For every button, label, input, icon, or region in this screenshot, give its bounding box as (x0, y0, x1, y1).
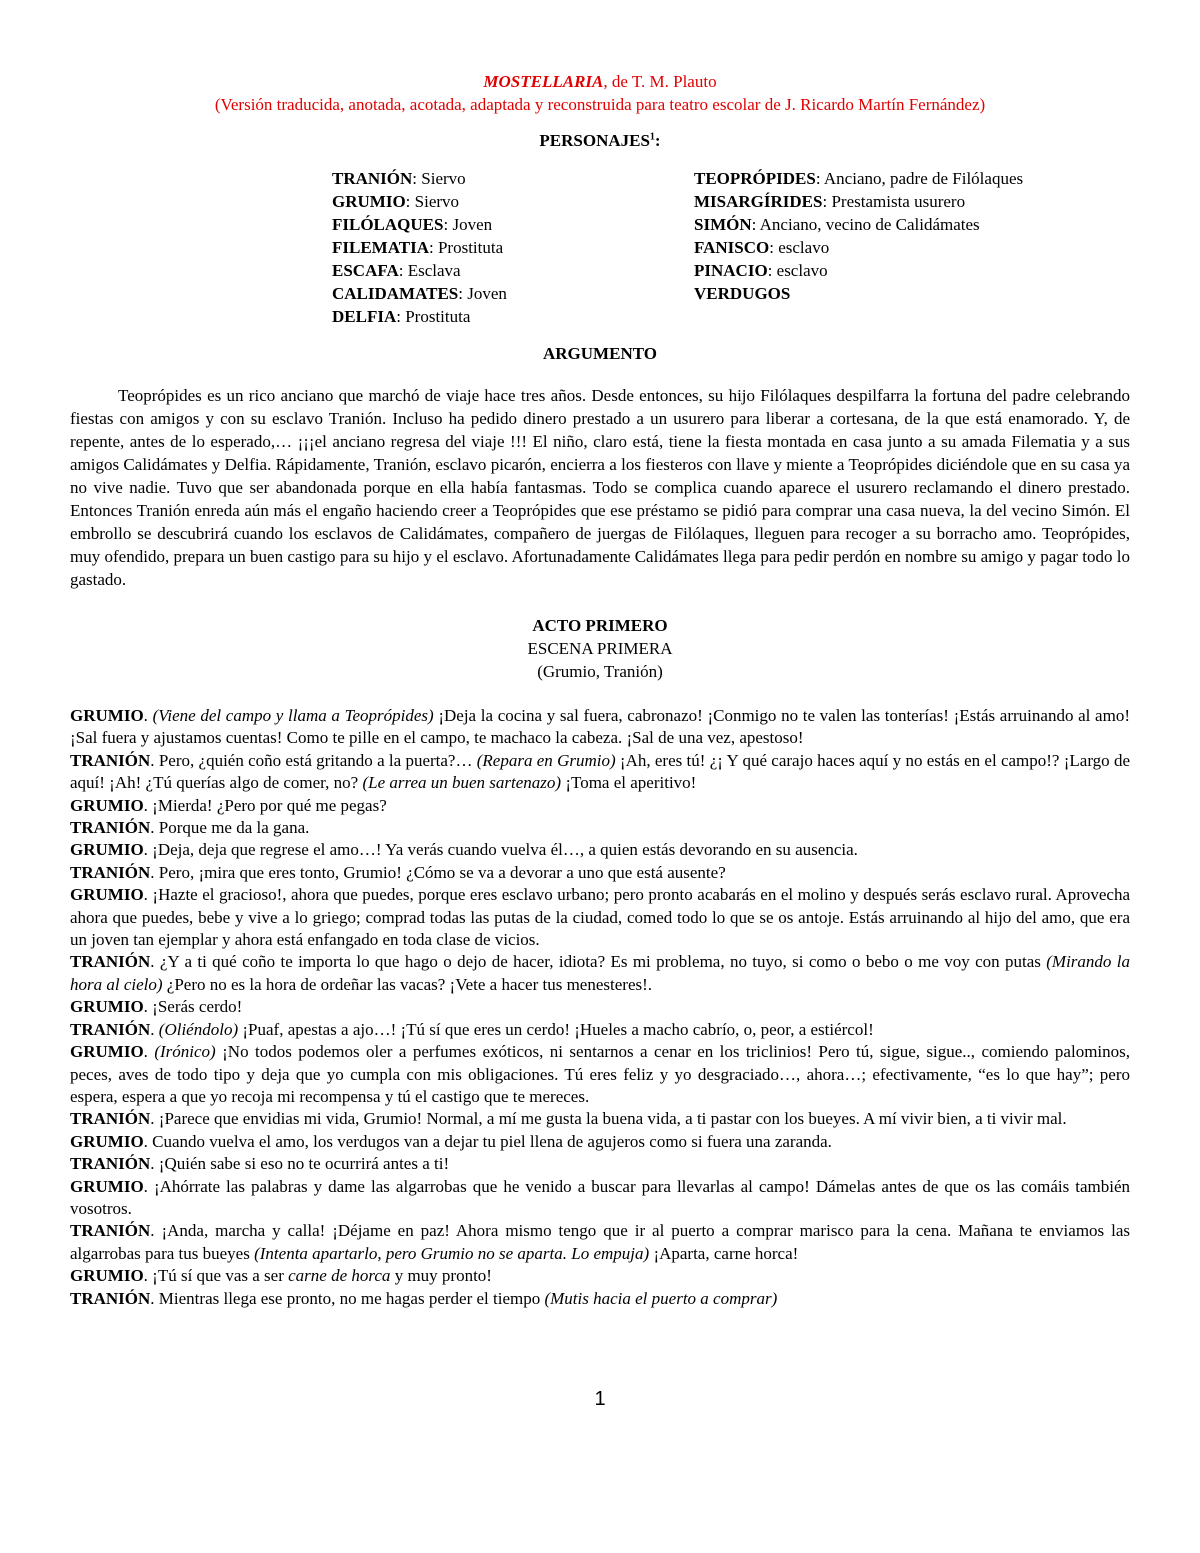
speaker-name: TRANIÓN (70, 750, 151, 770)
document-title (70, 70, 1130, 93)
title-italic: MOSTELLARIA (483, 72, 604, 91)
speaker-name: TRANIÓN (70, 1221, 151, 1241)
dialogue-line (70, 884, 1130, 951)
scene-characters: (Grumio, Tranión) (537, 662, 663, 681)
speech-text: . ¡Parece que envidias mi vida, Grumio! Normal, a mí me gusta la buena vida, a ti pastar con los bueyes. A mí vivir bien, a ti vivir mal. (150, 1109, 1067, 1129)
character-description: : Joven (443, 215, 493, 234)
speaker-name: GRUMIO (70, 1042, 144, 1062)
speech-text: . (143, 1042, 155, 1062)
character-name: FILÓLAQUES (332, 215, 444, 234)
character-name: ESCAFA (332, 261, 399, 280)
stage-direction: (Mutis hacia el puerto a comprar) (544, 1288, 778, 1308)
dialogue-line (70, 1131, 1130, 1153)
speech-text: ¿Pero no es la hora de ordeñar las vacas? ¡Vete a hacer tus menesteres!. (162, 974, 653, 994)
title-rest: , de T. M. Plauto (603, 72, 717, 91)
character-description: : Prostituta (396, 307, 471, 326)
act-header (70, 614, 1130, 683)
character-name: VERDUGOS (694, 284, 791, 303)
cast-entry (332, 213, 694, 236)
dialogue-line (70, 951, 1130, 996)
speech-text: ¡Ah, eres tú! ¿¡ Y qué carajo haces aquí y no estás en el campo!? ¡Largo de aquí! ¡Ah! ¿Tú querías algo de comer, no? (70, 750, 1131, 793)
speech-text: ¡No todos podemos oler a perfumes exóticos, ni sentarnos a cenar en los triclinios! Pero tú, sigue, sigue.., comiendo palominos, peces, aves de todo tipo y deja que yo cumpla con mis obligaciones. Tú eres feliz y yo desgraciado…, ahora…; efectivamente, “es lo que hay”; pero espera, espera a que yo recoja mi recompensa y tú el castigo que te mereces. (70, 1042, 1131, 1106)
speech-text: . ¡Serás cerdo! (143, 997, 243, 1017)
dialogue-line (70, 1041, 1130, 1108)
stage-direction: (Mirando la hora al cielo) (70, 952, 1130, 994)
character-description: : Siervo (405, 192, 460, 211)
speech-text: . Mientras llega ese pronto, no me hagas perder el tiempo (150, 1288, 545, 1308)
cast-entry (694, 236, 1114, 259)
speaker-name: TRANIÓN (70, 1109, 151, 1129)
speaker-name: GRUMIO (70, 706, 144, 725)
personajes-heading: PERSONAJES$^1$: (539, 131, 661, 150)
speaker-name: GRUMIO (70, 1131, 144, 1151)
character-description: : esclavo (767, 261, 828, 280)
stage-direction: (Viene del campo y llama a Teoprópides) (152, 706, 434, 725)
character-description: : Siervo (412, 169, 466, 188)
dialogue-line (70, 817, 1130, 839)
cast-list (70, 167, 1130, 328)
stage-direction: (Irónico) (154, 1042, 216, 1062)
footnote-mark[interactable]: 1 (649, 131, 655, 143)
scene-title: ESCENA PRIMERA (527, 639, 673, 658)
speech-text: . Porque me da la gana. (150, 818, 310, 838)
speaker-name: TRANIÓN (70, 1288, 151, 1308)
stage-direction: (Le arrea un buen sartenazo) (362, 773, 562, 793)
stage-direction: (Repara en Grumio) (476, 750, 616, 770)
act-title: ACTO PRIMERO (532, 616, 668, 635)
cast-column-left (332, 167, 694, 328)
character-name: SIMÓN (694, 215, 752, 234)
dialogue-line (70, 705, 1130, 750)
cast-entry (694, 167, 1114, 190)
speech-text: . ¡Ahórrate las palabras y dame las algarrobas que he venido a buscar para llevarlas al campo! Dámelas antes de que os las comáis también vosotros. (70, 1176, 1130, 1218)
speech-text: . (143, 706, 153, 725)
dialogue-line (70, 839, 1130, 861)
cast-entry (332, 236, 694, 259)
cast-entry (694, 213, 1114, 236)
stage-direction: (Intenta apartarlo, pero Grumio no se aparta. Lo empuja) (254, 1243, 650, 1263)
character-description: : Anciano, vecino de Calidámates (751, 215, 980, 234)
stage-direction: (Oliéndolo) (158, 1019, 239, 1039)
cast-entry (332, 190, 694, 213)
dialogue-line (70, 750, 1130, 795)
speaker-name: TRANIÓN (70, 862, 151, 882)
cast-entry (332, 305, 694, 328)
speaker-name: TRANIÓN (70, 818, 151, 838)
character-description: : esclavo (769, 238, 830, 257)
dialogue-line (70, 1288, 1130, 1310)
speaker-name: GRUMIO (70, 840, 144, 860)
character-name: DELFIA (332, 307, 397, 326)
speech-text: . Pero, ¿quién coño está gritando a la puerta?… (150, 750, 477, 770)
character-name: FILEMATIA (332, 238, 429, 257)
dialogue-line (70, 1220, 1130, 1265)
speech-text: ¡Toma el aperitivo! (561, 773, 697, 793)
cast-entry (694, 259, 1114, 282)
speech-text: . ¡Hazte el gracioso!, ahora que puedes, porque eres esclavo urbano; pero pronto acabarás en el molino y después serás esclavo rural. Aprovecha ahora que puedes, bebe y vive a lo griego; comprad todas las putas de la ciudad, comed todo lo que se os antoje. Estás arruinando al hijo del amo, que era un joven tan ejemplar y ahora está enfangado en toda clase de vicios. (70, 885, 1130, 950)
stage-direction: carne de horca (288, 1266, 391, 1286)
character-name: FANISCO (694, 238, 770, 257)
speech-text: . ¡Tú sí que vas a ser (143, 1266, 289, 1286)
cast-column-right (694, 167, 1114, 328)
character-description: : Prestamista usurero (822, 192, 966, 211)
character-description: : Prostituta (428, 238, 504, 257)
speech-text: . ¡Anda, marcha y calla! ¡Déjame en paz! Ahora mismo tengo que ir al puerto a comprar marisco para la cena. Mañana te enviamos las algarrobas para tus bueyes (70, 1221, 1130, 1263)
character-name: TRANIÓN (332, 169, 413, 188)
argumento-heading: ARGUMENTO (543, 344, 657, 363)
cast-entry (694, 190, 1114, 213)
speaker-name: GRUMIO (70, 997, 144, 1017)
cast-entry (694, 282, 1114, 305)
dialogue-line (70, 1019, 1130, 1041)
character-description: : Anciano, padre de Filólaques (815, 169, 1024, 188)
speech-text: . ¡Deja, deja que regrese el amo…! Ya verás cuando vuelva él…, a quien estás devorando en su ausencia. (143, 840, 858, 860)
speaker-name: GRUMIO (70, 795, 144, 815)
speaker-name: GRUMIO (70, 1266, 144, 1286)
speech-text: . Pero, ¡mira que eres tonto, Grumio! ¿Cómo se va a devorar a uno que está ausente? (150, 862, 726, 882)
speaker-name: GRUMIO (70, 1176, 144, 1196)
document-subtitle: (Versión traducida, anotada, acotada, adaptada y reconstruida para teatro escolar de J. Ricardo Martín Fernández) (214, 95, 986, 114)
character-name: TEOPRÓPIDES (694, 169, 816, 188)
page-number: 1 (594, 1388, 606, 1410)
speech-text: . ¡Quién sabe si eso no te ocurrirá antes a ti! (150, 1154, 450, 1174)
dialogue-line (70, 1108, 1130, 1130)
speech-text: . ¡Mierda! ¿Pero por qué me pegas? (143, 795, 387, 815)
speech-text: ¡Aparta, carne horca! (649, 1243, 799, 1263)
dialogue-line (70, 795, 1130, 817)
speech-text: ¡Deja la cocina y sal fuera, cabronazo! ¡Conmigo no te valen las tonterías! ¡Estás arruinando al amo! ¡Sal fuera y ajustamos cuentas! Como te pille en el campo, te machaco la cabeza. ¡Sal de una vez, apestoso! (70, 706, 1130, 748)
cast-entry (332, 282, 694, 305)
dialogue-line (70, 1153, 1130, 1175)
speaker-name: TRANIÓN (70, 952, 151, 972)
speaker-name: TRANIÓN (70, 1154, 151, 1174)
speech-text: ¡Puaf, apestas a ajo…! ¡Tú sí que eres un cerdo! ¡Hueles a macho cabrío, o, peor, a estiércol! (238, 1019, 874, 1039)
speech-text: . ¿Y a ti qué coño te importa lo que hago o dejo de hacer, idiota? Es mi problema, no tuyo, si como o bebo o me voy con putas (150, 952, 1047, 972)
cast-entry (332, 259, 694, 282)
character-name: PINACIO (694, 261, 768, 280)
character-name: MISARGÍRIDES (694, 192, 823, 211)
speech-text: y muy pronto! (390, 1266, 492, 1286)
character-name: GRUMIO (332, 192, 406, 211)
speaker-name: GRUMIO (70, 885, 144, 905)
speech-text: . Cuando vuelva el amo, los verdugos van a dejar tu piel llena de agujeros como si fuera una zaranda. (143, 1131, 832, 1151)
dialogue-line (70, 996, 1130, 1018)
cast-entry (332, 167, 694, 190)
speech-text: . (150, 1019, 159, 1039)
character-description: : Esclava (398, 261, 461, 280)
character-description: : Joven (458, 284, 507, 303)
character-name: CALIDAMATES (332, 284, 459, 303)
argumento-text: Teoprópides es un rico anciano que marchó de viaje hace tres años. Desde entonces, su hijo Filólaques despilfarra la fortuna del padre celebrando fiestas con amigos y con su esclavo Tranión. Incluso ha pedido dinero prestado a un usurero para liberar a cortesana, de la que está enamorado. Y, de repente, antes de lo esperado,… ¡¡¡el anciano regresa del viaje !!! El niño, claro está, tiene la fiesta montada en casa junto a su amada Filematia y a sus amigos Calidámates y Delfia. Rápidamente, Tranión, esclavo picarón, encierra a los fiesteros con llave y miente a Teoprópides diciéndole que en su casa ya no vive nadie. Tuvo que ser abandonada porque en ella había fantasmas. Todo se complica cuando aparece el usurero reclamando el dinero prestado. Entonces Tranión enreda aún más el engaño haciendo creer a Teoprópides que ese préstamo se pidió para comprar una casa nueva, la del vecino Simón. El embrollo se descubrirá cuando los esclavos de Calidámates, compañero de juergas de Filólaques, lleguen para recoger a su borracho amo. Teoprópides, muy ofendido, prepara un buen castigo para su hijo y el esclavo. Afortunadamente Calidámates llega para pedir perdón en nombre su amigo y pagar todo lo gastado. (70, 386, 1130, 589)
dialogue-line (70, 1265, 1130, 1287)
dialogue-line (70, 1176, 1130, 1221)
speaker-name: TRANIÓN (70, 1019, 151, 1039)
dialogue (70, 705, 1130, 1310)
personajes-heading-text: PERSONAJES (539, 131, 650, 150)
dialogue-line (70, 862, 1130, 884)
document-page (70, 70, 1130, 1310)
